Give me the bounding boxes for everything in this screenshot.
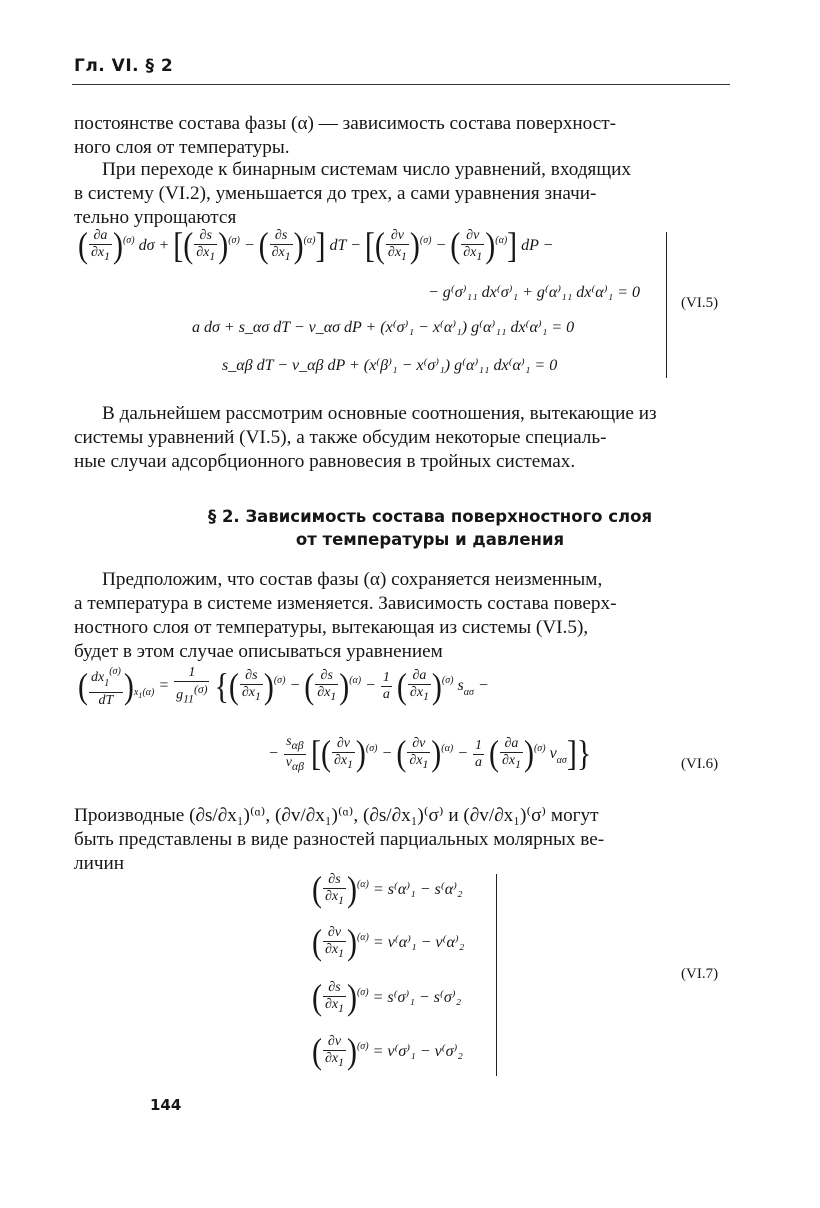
system-brace-vi5: [666, 232, 667, 378]
equation-vi7-row3: ( $\frac{\partial s}{\partial x_1}$ )$^{(\sigma)}$ = s⁽σ⁾₁ − s⁽σ⁾₂: [312, 978, 462, 1018]
equation-vi6-line2: − $\frac{s_{\alpha\beta}}{v_{\alpha\beta}}$ [( $\frac{\partial v}{\partial x_1}$ )$^{(\sigma)}$ − ( $\frac{\partial v}{\partial x_1}$ )$^{(\alpha)}$ − $\frac{1}{a}$ ( $\frac{\partial a}{\partial x_1}$ )$^{(\sigma)}$ $v_{\alpha\sigma}$]}: [268, 733, 592, 774]
paragraph-1: постоянстве состава фазы (α) — зависимость состава поверхност- ного слоя от температуры.: [74, 113, 617, 158]
equation-vi6-line1: ( $\frac{dx_1^{(\sigma)}}{dT}$ )$_{x_1(\alpha)}$ = $\frac{1}{g_{11}^{(\sigma)}}$ {( $\frac{\partial s}{\partial x_1}$ )$^{(\sigma)}$ − ( $\frac{\partial s}{\partial x_1}$ )$^{(\alpha)}$ − $\frac{1}{a}$ ( $\frac{\partial a}{\partial x_1}$ )$^{(\sigma)}$ $s_{\alpha\sigma}$ −: [78, 665, 489, 708]
equation-vi7-row4-rhs: = v⁽σ⁾₁ − v⁽σ⁾₂: [372, 1043, 463, 1061]
paragraph-2: При переходе к бинарным системам число уравнений, входящих в систему (VI.2), уменьшается до трех, а сами уравнения значи- тельно упрощаются: [74, 159, 631, 228]
section-heading-line1: § 2. Зависимость состава поверхностного слоя: [207, 507, 653, 526]
equation-number-vi5: (VI.5): [681, 295, 719, 311]
paragraph-3: В дальнейшем рассмотрим основные соотношения, вытекающие из системы уравнений (VI.5), а также обсудим некоторые специаль- ные случаи адсорбционного равновесия в тройных системах.: [74, 403, 657, 472]
equation-vi7-row4: ( $\frac{\partial v}{\partial x_1}$ )$^{(\sigma)}$ = v⁽σ⁾₁ − v⁽σ⁾₂: [312, 1032, 463, 1072]
paragraph-5: Производные (∂s/∂x₁)⁽ᵅ⁾, (∂v/∂x₁)⁽ᵅ⁾, (∂s/∂x₁)⁽σ⁾ и (∂v/∂x₁)⁽σ⁾ могут быть представлены в виде разностей парциальных молярных ве- личин: [74, 805, 605, 874]
paragraph-4: Предположим, что состав фазы (α) сохраняется неизменным, а температура в системе изменяется. Зависимость состава поверх- ностного слоя от температуры, вытекающая из системы (VI.5), будет в этом случае описываться уравнением: [74, 569, 617, 662]
equation-vi5-line1: ( $\frac{\partial a}{\partial x_1}$ )$^{(\sigma)}$ dσ + [( $\frac{\partial s}{\partial x_1}$ )$^{(\sigma)}$ − ( $\frac{\partial s}{\partial x_1}$ )$^{(\alpha)}$] dT − [( $\frac{\partial v}{\partial x_1}$ )$^{(\sigma)}$ − ( $\frac{\partial v}{\partial x_1}$ )$^{(\alpha)}$] dP −: [78, 226, 554, 266]
equation-number-vi7: (VI.7): [681, 966, 719, 982]
equation-vi5-line2: − g⁽σ⁾₁₁ dx⁽σ⁾₁ + g⁽α⁾₁₁ dx⁽α⁾₁ = 0: [428, 284, 640, 301]
equation-vi7-row2: ( $\frac{\partial v}{\partial x_1}$ )$^{(\alpha)}$ = v⁽α⁾₁ − v⁽α⁾₂: [312, 923, 465, 963]
equation-vi5-line4: s_αβ dT − v_αβ dP + (x⁽β⁾₁ − x⁽σ⁾₁) g⁽α⁾₁₁ dx⁽α⁾₁ = 0: [222, 357, 558, 374]
header-rule: [72, 84, 730, 85]
equation-vi5-line3: a dσ + s_ασ dT − v_ασ dP + (x⁽σ⁾₁ − x⁽α⁾₁) g⁽α⁾₁₁ dx⁽α⁾₁ = 0: [192, 319, 575, 336]
equation-vi7-row2-rhs: = v⁽α⁾₁ − v⁽α⁾₂: [372, 934, 465, 952]
equation-vi7-row1: ( $\frac{\partial s}{\partial x_1}$ )$^{(\alpha)}$ = s⁽α⁾₁ − s⁽α⁾₂: [312, 870, 463, 910]
equation-number-vi6: (VI.6): [681, 756, 719, 772]
page-number: 144: [150, 1096, 182, 1114]
running-head: Гл. VI. § 2: [74, 56, 174, 76]
equation-vi7-row3-rhs: = s⁽σ⁾₁ − s⁽σ⁾₂: [372, 989, 462, 1007]
section-heading-line2: от температуры и давления: [295, 530, 565, 549]
system-brace-vi7: [496, 874, 497, 1076]
equation-vi7-row1-rhs: = s⁽α⁾₁ − s⁽α⁾₂: [372, 881, 463, 899]
